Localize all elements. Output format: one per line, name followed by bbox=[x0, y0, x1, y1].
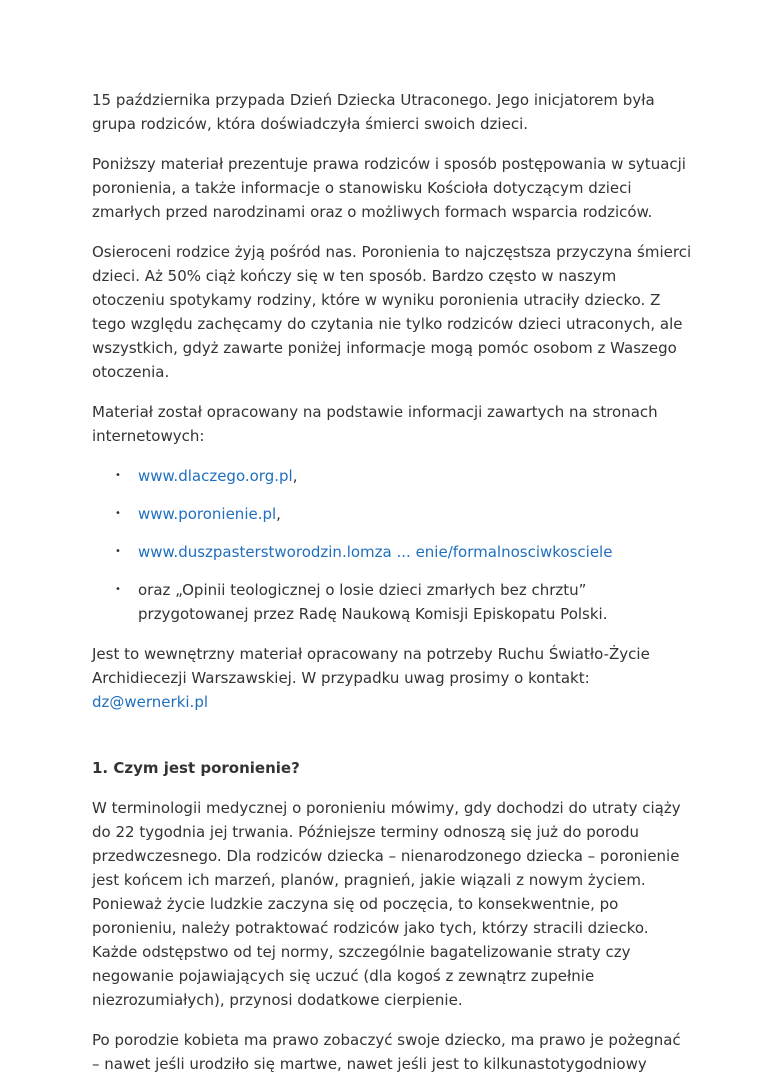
source-opinion-text: oraz „Opinii teologicznej o losie dzieci zmarłych bez chrztu” przygotowanej przez Radę Naukową Komisji Episkopatu Polski. bbox=[138, 581, 608, 623]
list-item bbox=[115, 464, 692, 488]
section-paragraph-2: Po porodzie kobieta ma prawo zobaczyć swoje dziecko, ma prawo je pożegnać – nawet jeśli urodziło się martwe, nawet jeśli jest to kilkunastotygodniowy bbox=[92, 1031, 681, 1073]
list-item-suffix: , bbox=[292, 467, 298, 485]
intro-paragraph-4: Materiał został opracowany na podstawie informacji zawartych na stronach internetowych: bbox=[92, 403, 658, 445]
sources-list bbox=[92, 464, 692, 626]
bullet-icon: • bbox=[115, 508, 121, 519]
contact-email-link[interactable]: dz@wernerki.pl bbox=[92, 693, 209, 711]
intro-paragraph-3: Osieroceni rodzice żyją pośród nas. Poronienia to najczęstsza przyczyna śmierci dzieci. Aż 50% ciąż kończy się w ten sposób. Bardzo często w naszym otoczeniu spotykamy rodziny, które w wyniku poronienia utraciły dziecko. Z tego względu zachęcamy do czytania nie tylko rodziców dzieci utraconych, ale wszystkich, gdyż zawarte poniżej informacje mogą pomóc osobom z Waszego otoczenia. bbox=[92, 243, 692, 381]
intro-paragraph-1: 15 października przypada Dzień Dziecka Utraconego. Jego inicjatorem była grupa rodziców, która doświadczyła śmierci swoich dzieci. bbox=[92, 91, 655, 133]
section-heading: 1. Czym jest poronienie? bbox=[92, 759, 300, 777]
contact-paragraph bbox=[92, 642, 692, 714]
source-link-duszpasterstwo[interactable]: www.duszpasterstworodzin.lomza ... enie/formalnosciwkosciele bbox=[138, 543, 613, 561]
source-link-dlaczego[interactable]: www.dlaczego.org.pl bbox=[138, 467, 293, 485]
document-page bbox=[92, 88, 692, 1092]
bullet-icon: • bbox=[115, 470, 121, 481]
list-item bbox=[115, 540, 692, 564]
intro-paragraph-2: Poniższy materiał prezentuje prawa rodziców i sposób postępowania w sytuacji poronienia, a także informacje o stanowisku Kościoła dotyczącym dzieci zmarłych przed narodzinami oraz o możliwych formach wsparcia rodziców. bbox=[92, 155, 686, 221]
source-link-poronienie[interactable]: www.poronienie.pl bbox=[138, 505, 277, 523]
list-item-suffix: , bbox=[276, 505, 281, 523]
section-paragraph-1: W terminologii medycznej o poronieniu mówimy, gdy dochodzi do utraty ciąży do 22 tygodnia jej trwania. Późniejsze terminy odnoszą się już do porodu przedwczesnego. Dla rodziców dziecka – nienarodzonego dziecka – poronienie jest końcem ich marzeń, planów, pragnień, jakie wiązali z nowym życiem. Ponieważ życie ludzkie zaczyna się od poczęcia, to konsekwentnie, po poronieniu, należy potraktować rodziców jako tych, którzy stracili dziecko. Każde odstępstwo od tej normy, szczególnie bagatelizowanie straty czy negowanie pojawiających się uczuć (dla kogoś z zewnątrz zupełnie niezrozumiałych), przynosi dodatkowe cierpienie. bbox=[92, 799, 681, 1009]
list-item bbox=[115, 502, 692, 526]
list-item bbox=[115, 578, 692, 626]
bullet-icon: • bbox=[115, 546, 121, 557]
bullet-icon: • bbox=[115, 584, 121, 595]
contact-text: Jest to wewnętrzny materiał opracowany na potrzeby Ruchu Światło-Życie Archidiecezji Warszawskiej. W przypadku uwag prosimy o kontakt: bbox=[92, 645, 650, 687]
